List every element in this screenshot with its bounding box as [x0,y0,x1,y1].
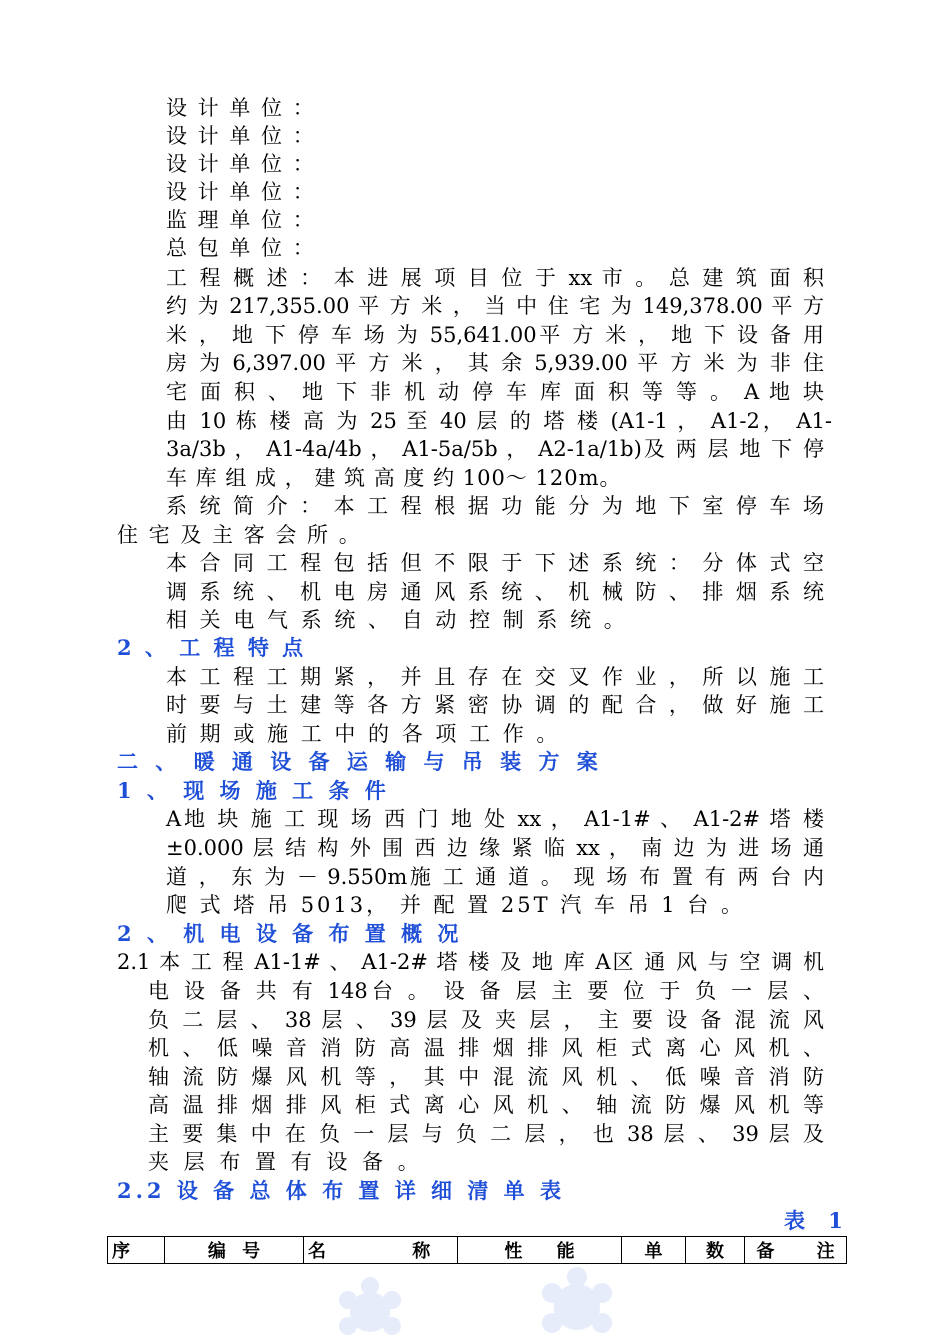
header-cell: 数 [686,1237,745,1264]
layout-line-8: 夹 层 布 置 有 设 备 。 [148,1150,423,1174]
snowflake-watermark-icon [330,1272,410,1344]
overview-line-1: 工 程 概 述 ： 本 进 展 项 目 位 于 xx 市 。 总 建 筑 面 积 [166,266,824,290]
site-line-1: A地 块 施 工 现 场 西 门 地 处 xx ， A1-1# 、 A1-2# 塔 楼 [166,807,824,831]
heading-equipment-layout: 2 、 机 电 设 备 布 置 概 况 [117,921,463,946]
features-line-1: 本 工 程 工 期 紧 ， 并 且 存 在 交 叉 作 业 ， 所 以 施 工 [166,665,824,689]
scope-line-2: 调 系 统 、 机 电 房 通 风 系 统 、 机 械 防 、 排 烟 系 统 [166,580,824,604]
layout-line-7: 主 要 集 中 在 负 一 层 与 负 二 层 ， 也 38 层 、 39 层 及 [148,1122,824,1146]
scope-line-1: 本 合 同 工 程 包 括 但 不 限 于 下 述 系 统 ： 分 体 式 空 [166,551,824,575]
overview-line-3: 米 ， 地 下 停 车 场 为 55,641.00平 方 米 ， 地 下 设 备 用 [166,323,824,347]
site-line-2: ±0.000 层 结 构 外 围 西 边 缘 紧 临 xx ， 南 边 为 进 场 通 [166,836,824,860]
header-cell: 单 [622,1237,686,1264]
heading-equipment-list: 2.2 设 备 总 体 布 置 详 细 清 单 表 [117,1178,565,1203]
heading-hvac-transport-plan: 二 、 暖 通 设 备 运 输 与 吊 装 方 案 [117,749,603,774]
heading-site-conditions: 1 、 现 场 施 工 条 件 [117,778,390,803]
site-line-4: 爬 式 塔 吊 5013， 并 配 置 25T 汽 车 吊 1 台 。 [166,893,745,917]
layout-line-2: 电 设 备 共 有 148台 。 设 备 层 主 要 位 于 负 一 层 、 [148,979,824,1003]
layout-line-4: 机 、 低 噪 音 消 防 高 温 排 烟 排 风 柜 式 离 心 风 机 、 [148,1036,824,1060]
table-header-row [108,1237,847,1264]
heading-project-features: 2 、 工 程 特 点 [117,635,307,660]
overview-line-5: 宅 面 积 、 地 下 非 机 动 停 车 库 面 积 等 等 。 A 地 块 [166,380,824,404]
overview-line-4: 房 为 6,397.00 平 方 米 ， 其 余 5,939.00 平 方 米 为 非 住 [166,351,824,375]
overview-line-8: 车 库 组 成 ， 建 筑 高 度 约 100～ 120m。 [166,466,622,490]
overview-line-6: 由 10 栋 楼 高 为 25 至 40 层 的 塔 楼 (A1-1 ， A1-2， A1- [166,409,832,433]
header-cell: 编 号 [165,1237,304,1264]
site-line-3: 道 ， 东 为 － 9.550m施 工 通 道 。 现 场 布 置 有 两 台 内 [166,865,824,889]
header-cell: 备 注 [745,1237,847,1264]
equipment-table [107,1236,847,1264]
overview-line-2: 约 为 217,355.00 平 方 米 ， 当 中 住 宅 为 149,378.00 平 方 [166,294,824,318]
field-design-unit-1: 设 计 单 位 ： [166,96,316,120]
field-design-unit-3: 设 计 单 位 ： [166,152,316,176]
field-general-contractor: 总 包 单 位 ： [166,236,316,260]
layout-line-1: 2.1 本 工 程 A1-1# 、 A1-2# 塔 楼 及 地 库 A区 通 风 与 空 调 机 [117,950,824,974]
field-supervision-unit: 监 理 单 位 ： [166,208,316,232]
header-cell: 序 [108,1237,165,1264]
snowflake-watermark-icon [532,1262,622,1344]
features-line-3: 前 期 或 施 工 中 的 各 项 工 作 。 [166,722,561,746]
overview-line-7: 3a/3b ， A1-4a/4b ， A1-5a/5b ， A2-1a/1b)及 两 层 地 下 停 [166,437,824,461]
features-line-2: 时 要 与 土 建 等 各 方 紧 密 协 调 的 配 合 ， 做 好 施 工 [166,693,824,717]
table-title: 表 1 [784,1208,851,1233]
layout-line-5: 轴 流 防 爆 风 机 等 ， 其 中 混 流 风 机 、 低 噪 音 消 防 [148,1065,824,1089]
system-intro-line-1: 系 统 简 介 ： 本 工 程 根 据 功 能 分 为 地 下 室 停 车 场 [166,494,824,518]
scope-line-3: 相 关 电 气 系 统 、 自 动 控 制 系 统 。 [166,608,628,632]
layout-line-6: 高 温 排 烟 排 风 柜 式 离 心 风 机 、 轴 流 防 爆 风 机 等 [148,1093,824,1117]
system-intro-line-2: 住 宅 及 主 客 会 所 。 [117,523,362,547]
field-design-unit-4: 设 计 单 位 ： [166,180,316,204]
field-design-unit-2: 设 计 单 位 ： [166,124,316,148]
header-cell: 性 能 [458,1237,622,1264]
layout-line-3: 负 二 层 、 38 层 、 39 层 及 夹 层 ， 主 要 设 备 混 流 风 [148,1008,824,1032]
header-cell: 名 称 [304,1237,458,1264]
